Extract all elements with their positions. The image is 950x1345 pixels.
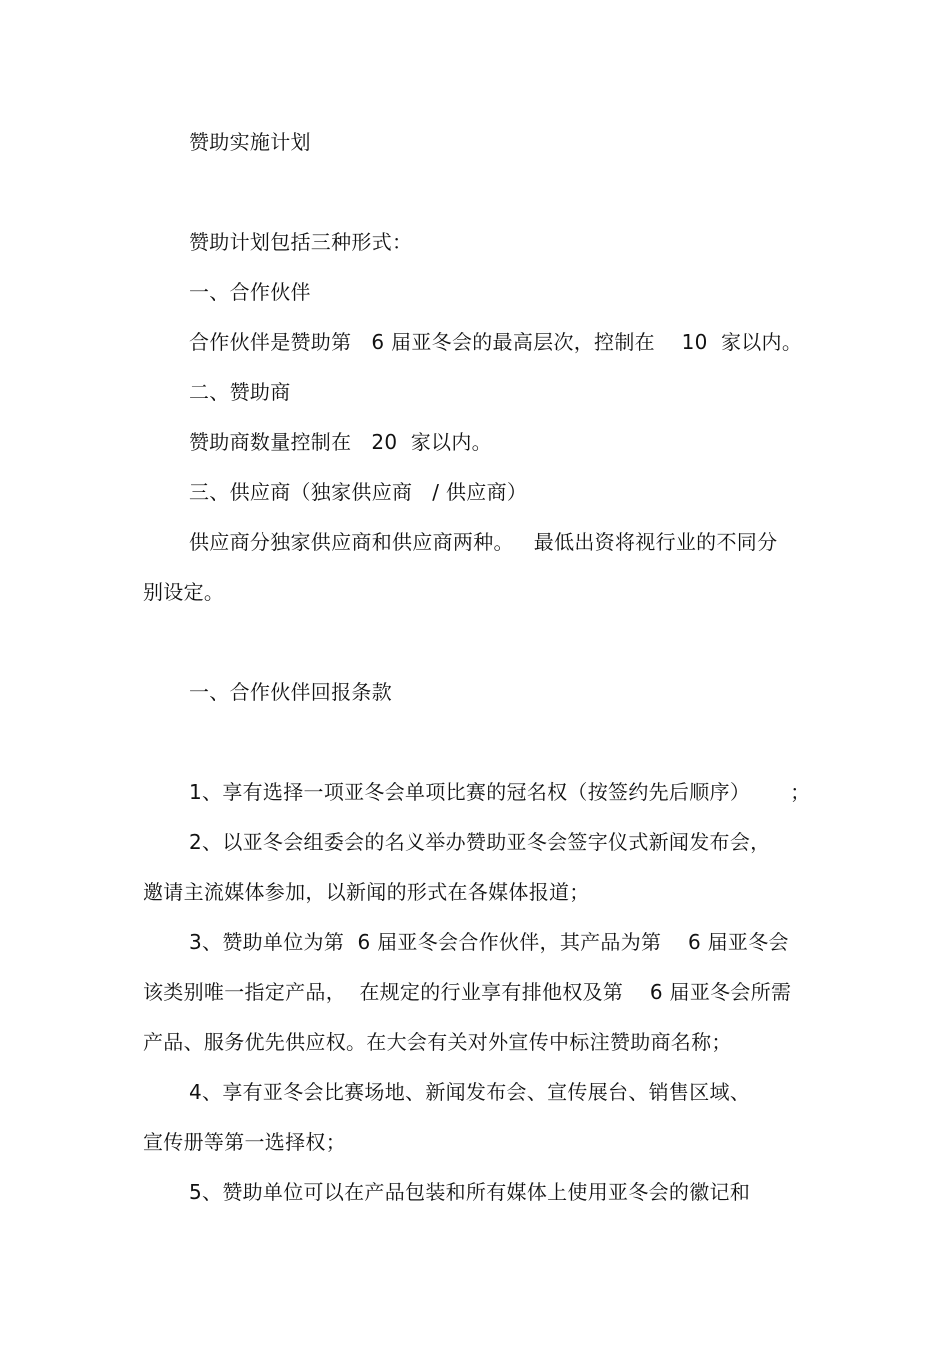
paragraph-sponsor: 赞助商数量控制在 20 家以内。: [189, 430, 492, 454]
paragraph-supplier: 供应商分独家供应商和供应商两种。 最低出资将视行业的不同分: [189, 530, 778, 554]
list-item-1: 1、享有选择一项亚冬会单项比赛的冠名权（按签约先后顺序） ；: [189, 780, 811, 804]
list-item-2: 2、以亚冬会组委会的名义举办赞助亚冬会签字仪式新闻发布会，: [189, 830, 771, 854]
list-item-3: 3、赞助单位为第 6 届亚冬会合作伙伴，其产品为第 6 届亚冬会: [189, 930, 789, 954]
section-heading-supplier: 三、供应商（独家供应商 / 供应商）: [189, 480, 528, 504]
list-item-3-cont-1: 该类别唯一指定产品， 在规定的行业享有排他权及第 6 届亚冬会所需: [143, 980, 792, 1004]
list-item-5: 5、赞助单位可以在产品包装和所有媒体上使用亚冬会的徽记和: [189, 1180, 751, 1204]
doc-title: 赞助实施计划: [189, 130, 311, 154]
list-item-4-cont: 宣传册等第一选择权；: [143, 1130, 346, 1154]
list-item-3-cont-2: 产品、服务优先供应权。在大会有关对外宣传中标注赞助商名称；: [143, 1030, 732, 1054]
section-heading-returns: 一、合作伙伴回报条款: [189, 680, 392, 704]
list-item-2-cont: 邀请主流媒体参加，以新闻的形式在各媒体报道；: [143, 880, 590, 904]
paragraph-supplier-cont: 别设定。: [143, 580, 225, 604]
paragraph-partner: 合作伙伴是赞助第 6 届亚冬会的最高层次，控制在 10 家以内。: [189, 330, 803, 354]
intro-line: 赞助计划包括三种形式：: [189, 230, 413, 254]
section-heading-sponsor: 二、赞助商: [189, 380, 291, 404]
section-heading-partner: 一、合作伙伴: [189, 280, 311, 304]
list-item-4: 4、享有亚冬会比赛场地、新闻发布会、宣传展台、销售区域、: [189, 1080, 751, 1104]
